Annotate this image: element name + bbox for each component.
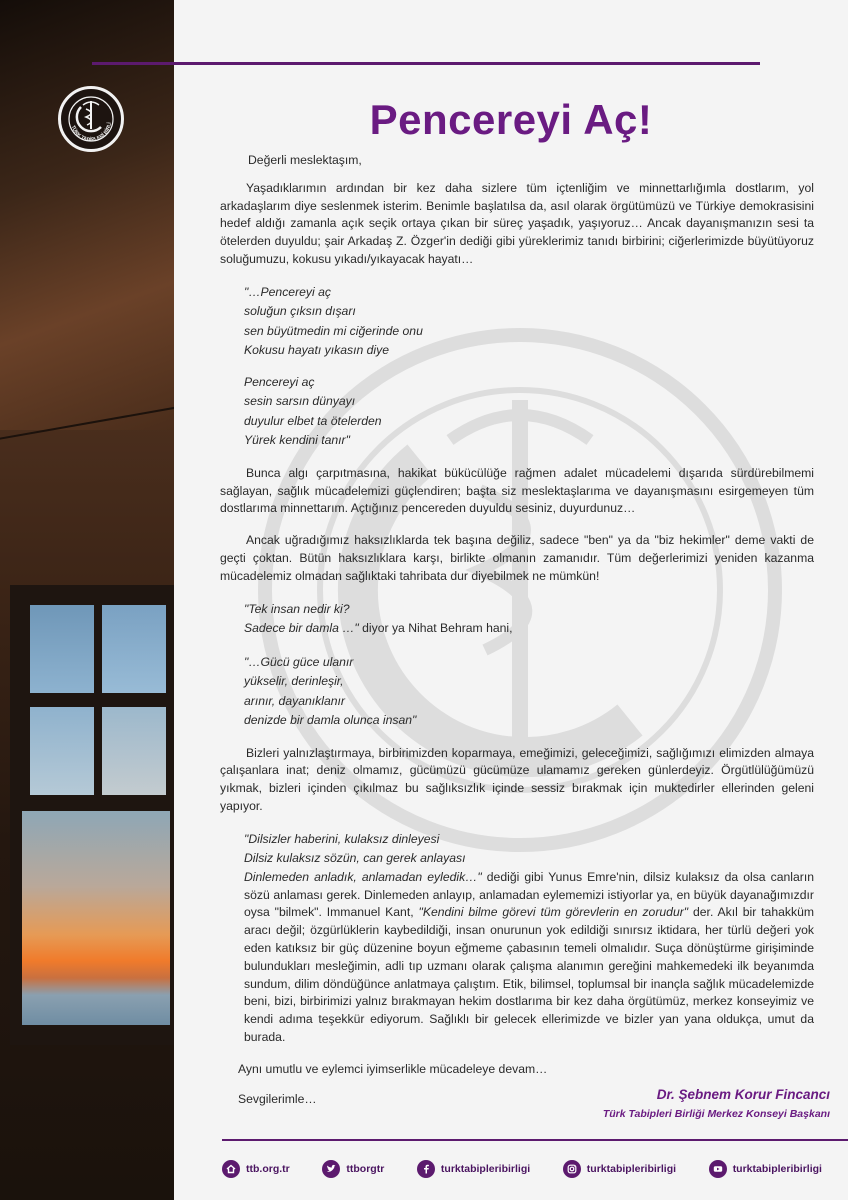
signature-name: Dr. Şebnem Korur Fincancı [656, 1087, 830, 1102]
footer-link-facebook[interactable] [417, 1160, 530, 1178]
window-pane-sunset [22, 811, 170, 1025]
home-icon [222, 1160, 240, 1178]
poem-line: "…Gücü güce ulanır [244, 654, 354, 669]
window-frame [10, 585, 174, 1045]
paragraph: Ancak uğradığımız haksızlıklarda tek başına değiliz, sadece "ben" ya da "biz hekimler" deme vakti de geçti çoktan. Bütün haksızlıklara karşı, birlikte olmanın zamanıdır. Tüm değerlerimizi yeniden kazanma mücadelemiz olmadan sağlıktaki tahribata dur diyebilmek ne mümkün! [220, 533, 814, 583]
youtube-icon [709, 1160, 727, 1178]
paragraph [244, 869, 814, 1047]
poem-line: "Dilsizler haberini, kulaksız dinleyesi [244, 831, 440, 846]
quote-line: Sadece bir damla …" [244, 621, 359, 636]
quote-attribution: diyor ya Nihat Behram hani, [358, 621, 513, 636]
svg-text:TÜRK TABİPLERİ BİRLİĞİ: TÜRK TABİPLERİ BİRLİ [69, 122, 113, 144]
window-pane [102, 707, 166, 795]
footer-link-instagram[interactable] [563, 1160, 676, 1178]
window-pane [102, 605, 166, 693]
closing-line: Sevgilerimle… [238, 1091, 317, 1106]
footer-link-text: ttb.org.tr [246, 1163, 290, 1175]
poem-line: sesin sarsın dünyayı [244, 394, 356, 409]
footer-link-text: turktabipleribirligi [586, 1163, 677, 1175]
footer-link-twitter[interactable] [322, 1160, 384, 1178]
window-photo [0, 0, 174, 1200]
bottom-divider [222, 1139, 848, 1141]
paragraph: Yaşadıklarımın ardından bir kez daha sizlere tüm içtenliğim ve minnettarlığımla dostlarım, yol arkadaşlarım diye seslenmek isterim. Benimle başlatılsa da, asıl olarak örgütümüzü ve Türkiye demokrasisini hedef aldığı zamanla açık seçik ortaya çıkan bir süreç yaşadık, yaşıyoruz… Ancak dayanışmanızın sesi ta ötelerden duyuldu; şair Arkadaş Z. Özger'in dediği gibi yüreklerimiz tanıdı birbirini; ciğerlerimizde büyütüyoruz soluğumuzu, kokusu yıkadı/yıkayacak hayatı… [220, 180, 814, 266]
poem-line: Pencereyi aç [244, 374, 315, 389]
window-pane [30, 605, 94, 693]
page-title: Pencereyi Aç! [369, 96, 653, 143]
poem-line: arınır, dayanıklanır [244, 693, 345, 708]
paragraph: Bizleri yalnızlaştırmaya, birbirimizden koparmaya, emeğimizi, geleceğimizi, sağlığımızı elimizden almaya çalışanlara inat; deniz olmamız, gücümüzü gücümüze ulamamız gereken günlerdeyiz. Örgütlülüğümüzü yıkmak, bizleri içinden çıkılmaz bu sağlıksızlık içinde sessiz bırakmak için muktedirler ellerinden geleni yapıyor. [220, 745, 814, 813]
poem-line: Kokusu hayatı yıkasın diye [244, 343, 389, 358]
poem-line: denizde bir damla olunca insan" [244, 713, 417, 728]
facebook-icon [417, 1160, 435, 1178]
caduceus-icon [61, 89, 121, 149]
poem-line: Yürek kendini tanır" [244, 433, 350, 448]
poem-line: sen büyütmedin mi ciğerinde onu [244, 323, 423, 338]
quote-line: "Tek insan nedir ki? [244, 601, 350, 616]
signature-title: Türk Tabipleri Birliği Merkez Konseyi Başkanı [602, 1108, 830, 1120]
poem-line: Dilsiz kulaksız sözün, can gerek anlayası [244, 851, 466, 866]
footer-link-text: turktabipleribirligi [440, 1163, 531, 1175]
poem-line: soluğun çıksın dışarı [244, 304, 356, 319]
window-pane [30, 707, 94, 795]
quote-block [244, 600, 814, 639]
footer-links [222, 1157, 822, 1181]
paragraph-text: der. Akıl bir tahakküm aracı değil; özgürlüklerin kaybedildiği, insan onurunun yok edildiği sınırsız iktidara, her türlü değeri yok eden katıksız bir güç düzenine boyun eğmeme çabasının temeli olmalıdır. Suça dönüştürme girişiminde bulundukları mesleğimin, adli tıp uzmanı olarak çalışma alanımın gereğini mahkemedeki ilk beyanımda sundum, dilim döndüğünce anlatmaya çalıştım. Etik, bilimsel, toplumsal bir inançla sağlık mücadelemizde beni, bizi, birbirimizi yalnız bırakmayan hekim dostlarıma bir kez daha örgütümüz, merkez konseyimiz ve kendi adıma teşekkür ediyorum. Sağlıklı bir gelecek ellerimizde ve bizler yan yana oldukça, umut da burada. [244, 905, 814, 1044]
poem-line: Dinlemeden anladık, anlamadan eyledik…" [244, 869, 482, 884]
footer-link-website[interactable] [222, 1160, 290, 1178]
paragraph: Bunca algı çarpıtmasına, hakikat bükücülüğe rağmen adalet mücadelemi dışarıda sürdürebilmemi sağlayan, sağlık mücadelemizi güçlendiren; başta siz meslektaşlarıma ve dayanışmasını esirgemeyen tüm dostlarıma minnettarım. Açtığınız pencereden duyuldu sesiniz, duyurdunuz… [220, 465, 814, 516]
footer-link-text: turktabipleribirligi [732, 1163, 822, 1175]
twitter-icon [322, 1160, 340, 1178]
poem-line: yükselir, derinleşir, [244, 674, 344, 689]
footer-link-youtube[interactable] [709, 1160, 822, 1178]
kant-quote: "Kendini bilme görevi tüm görevlerin en zorudur" [418, 905, 689, 920]
poem-block [244, 830, 814, 869]
poem-block [244, 653, 814, 731]
poem-line: duyulur elbet ta ötelerden [244, 413, 382, 428]
letter-body [220, 152, 814, 1120]
footer-link-text: ttborgtr [346, 1163, 385, 1175]
greeting: Değerli meslektaşım, [248, 153, 362, 167]
paragraph-text: dediği gibi Yunus Emre'nin, dilsiz kulaksız da olsa canların sözü anlaması gerek. Dinlemeden anlayıp, anlamadan eylememizi istiyorlar ya, en büyük dayanağımızdır oysa "bilmek". Immanuel Kant, [244, 869, 814, 920]
top-divider [92, 62, 760, 65]
poem-block [244, 283, 814, 451]
poem-line: "…Pencereyi aç [244, 284, 331, 299]
instagram-icon [563, 1160, 581, 1178]
closing-line: Aynı umutlu ve eylemci iyimserlikle mücadeleye devam… [238, 1061, 548, 1076]
ttb-logo [58, 86, 124, 152]
